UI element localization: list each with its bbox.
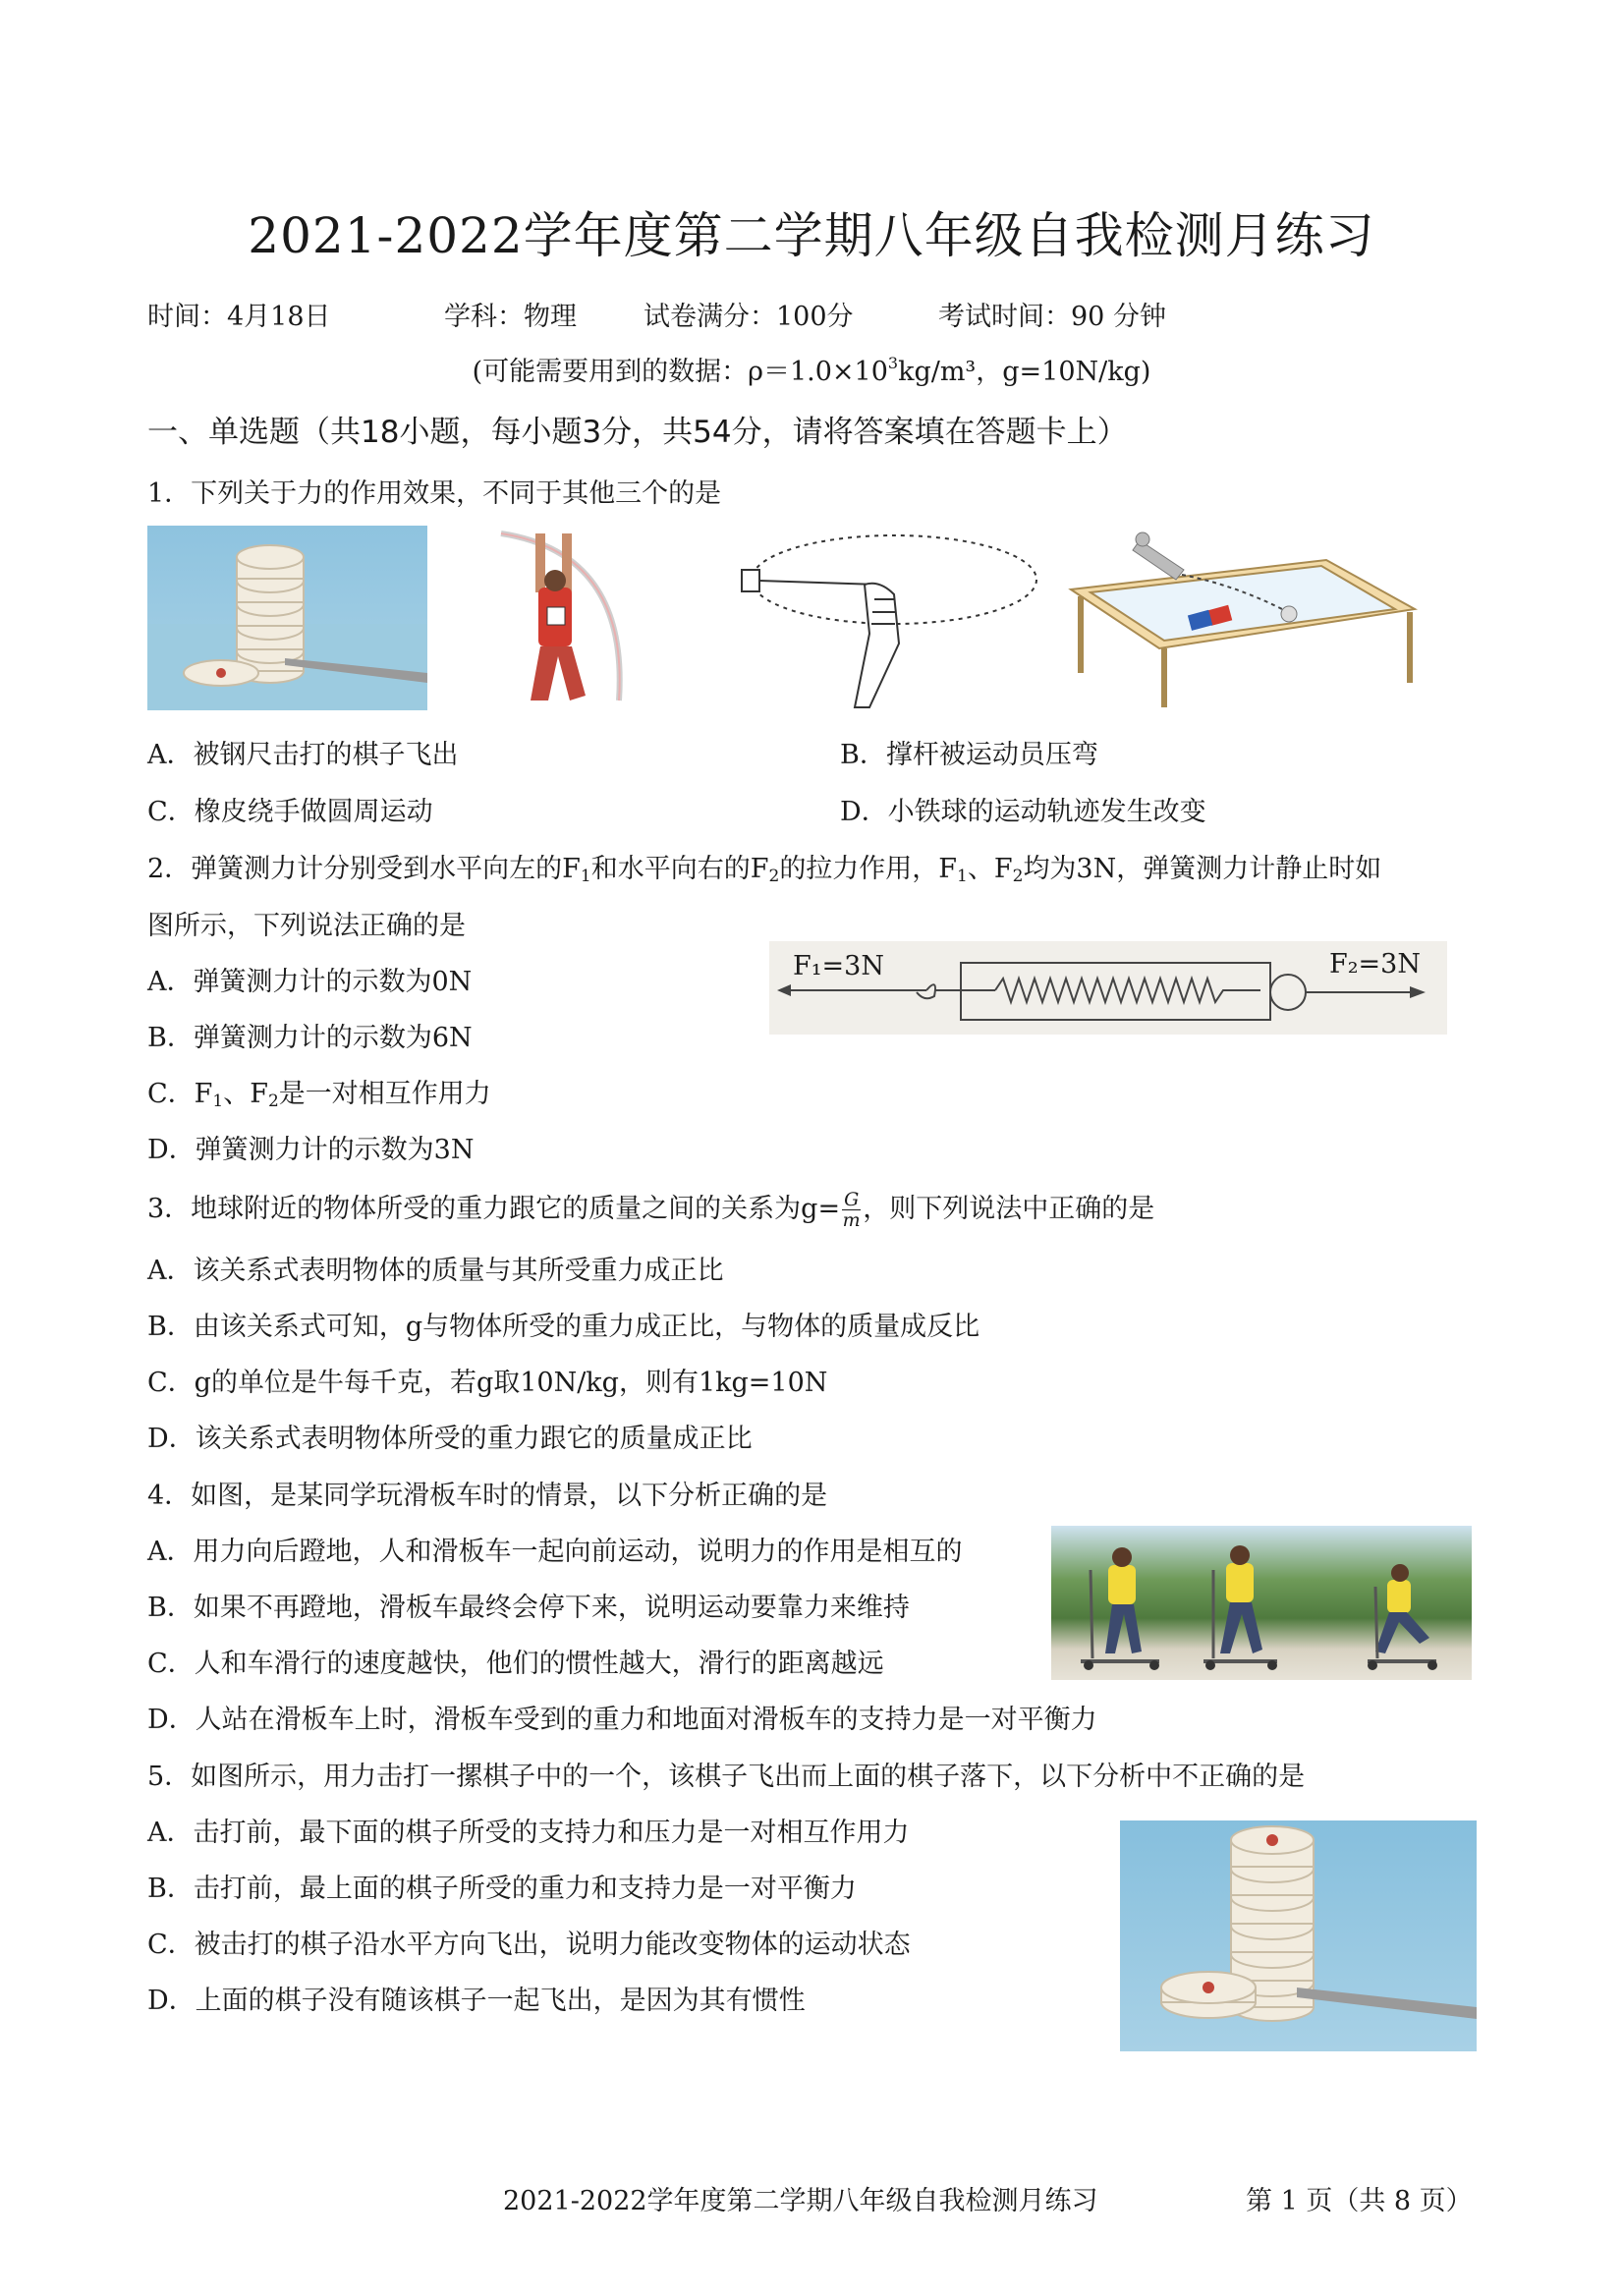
q1-fig-pole-vault xyxy=(481,524,658,710)
exam-duration: 考试时间：90 分钟 xyxy=(938,302,1166,332)
q1-fig-magnet-ball xyxy=(1066,526,1420,712)
q4-fig-scooter xyxy=(1051,1526,1472,1680)
q5-fig-chess-stack xyxy=(1120,1820,1477,2051)
q3-option-c: C．g的单位是牛每千克，若g取10N/kg，则有1kg=10N xyxy=(147,1368,828,1398)
q3-option-d: D．该关系式表明物体所受的重力跟它的质量成正比 xyxy=(147,1424,753,1454)
q1-option-d: D．小铁球的运动轨迹发生改变 xyxy=(840,797,1206,827)
page-number: 第 1 页（共 8 页） xyxy=(1246,2186,1473,2216)
q5-stem: 5．如图所示，用力击打一摞棋子中的一个，该棋子飞出而上面的棋子落下，以下分析中不正确的是 xyxy=(147,1762,1306,1792)
constants-note: (可能需要用到的数据：$\rho=1.0\times 10^3kg/m^3$，g=10N/kg) xyxy=(472,354,1151,387)
section-heading: 一、单选题（共18小题，每小题3分，共54分，请将答案填在答题卡上） xyxy=(147,415,1128,450)
q1-option-b: B．撑杆被运动员压弯 xyxy=(840,740,1098,770)
q1-fig-eraser-circle xyxy=(732,526,1056,712)
q2-option-d: D．弹簧测力计的示数为3N xyxy=(147,1135,475,1165)
q4-option-b: B．如果不再蹬地，滑板车最终会停下来，说明运动要靠力来维持 xyxy=(147,1593,910,1623)
exam-subject: 学科：物理 xyxy=(444,302,577,332)
exam-full-score: 试卷满分：100分 xyxy=(644,302,854,332)
footer-title: 2021-2022学年度第二学期八年级自我检测月练习 xyxy=(503,2186,1098,2216)
q5-option-a: A．击打前，最下面的棋子所受的支持力和压力是一对相互作用力 xyxy=(147,1818,910,1848)
q3-option-a: A．该关系式表明物体的质量与其所受重力成正比 xyxy=(147,1256,724,1286)
exam-date: 时间：4月18日 xyxy=(147,302,331,332)
q5-option-d: D．上面的棋子没有随该棋子一起飞出，是因为其有惯性 xyxy=(147,1986,806,2016)
q4-option-d: D．人站在滑板车上时，滑板车受到的重力和地面对滑板车的支持力是一对平衡力 xyxy=(147,1705,1097,1735)
exam-title: 2021-2022学年度第二学期八年级自我检测月练习 xyxy=(248,207,1375,264)
q3-formula-fraction: $\frac{G}{m}$ xyxy=(842,1189,861,1231)
q2-fig-spring-scale xyxy=(769,941,1447,1035)
q2-option-b: B．弹簧测力计的示数为6N xyxy=(147,1023,473,1053)
q5-option-b: B．击打前，最上面的棋子所受的重力和支持力是一对平衡力 xyxy=(147,1874,857,1904)
q1-fig-chess-stack xyxy=(147,526,427,710)
q3-option-b: B．由该关系式可知，g与物体所受的重力成正比，与物体的质量成反比 xyxy=(147,1312,980,1342)
q4-stem: 4．如图，是某同学玩滑板车时的情景，以下分析正确的是 xyxy=(147,1481,828,1511)
q4-option-c: C．人和车滑行的速度越快，他们的惯性越大，滑行的距离越远 xyxy=(147,1649,884,1679)
q2-option-a: A．弹簧测力计的示数为0N xyxy=(147,967,473,997)
q2-fig-f2-label: F₂=3N xyxy=(1329,949,1421,980)
q4-option-a: A．用力向后蹬地，人和滑板车一起向前运动，说明力的作用是相互的 xyxy=(147,1537,963,1567)
q2-option-c: C．$F_1$、$F_2$是一对相互作用力 xyxy=(147,1079,491,1111)
q2-stem-line2: 图所示，下列说法正确的是 xyxy=(147,911,466,941)
q5-option-c: C．被击打的棋子沿水平方向飞出，说明力能改变物体的运动状态 xyxy=(147,1930,911,1960)
q2-fig-f1-label: F₁=3N xyxy=(793,951,884,981)
q1-option-a: A．被钢尺击打的棋子飞出 xyxy=(147,740,459,770)
q1-stem: 1．下列关于力的作用效果，不同于其他三个的是 xyxy=(147,478,722,509)
q2-stem-line1: 2．弹簧测力计分别受到水平向左的$F_1$和水平向右的$F_2$的拉力作用，$F_1$、$F_2$均为3N，弹簧测力计静止时如 xyxy=(147,854,1382,886)
q3-stem: 3．地球附近的物体所受的重力跟它的质量之间的关系为g= $\frac{G}{m}$ ，则下列说法中正确的是 xyxy=(147,1189,1155,1231)
q1-option-c: C．橡皮绕手做圆周运动 xyxy=(147,797,433,827)
